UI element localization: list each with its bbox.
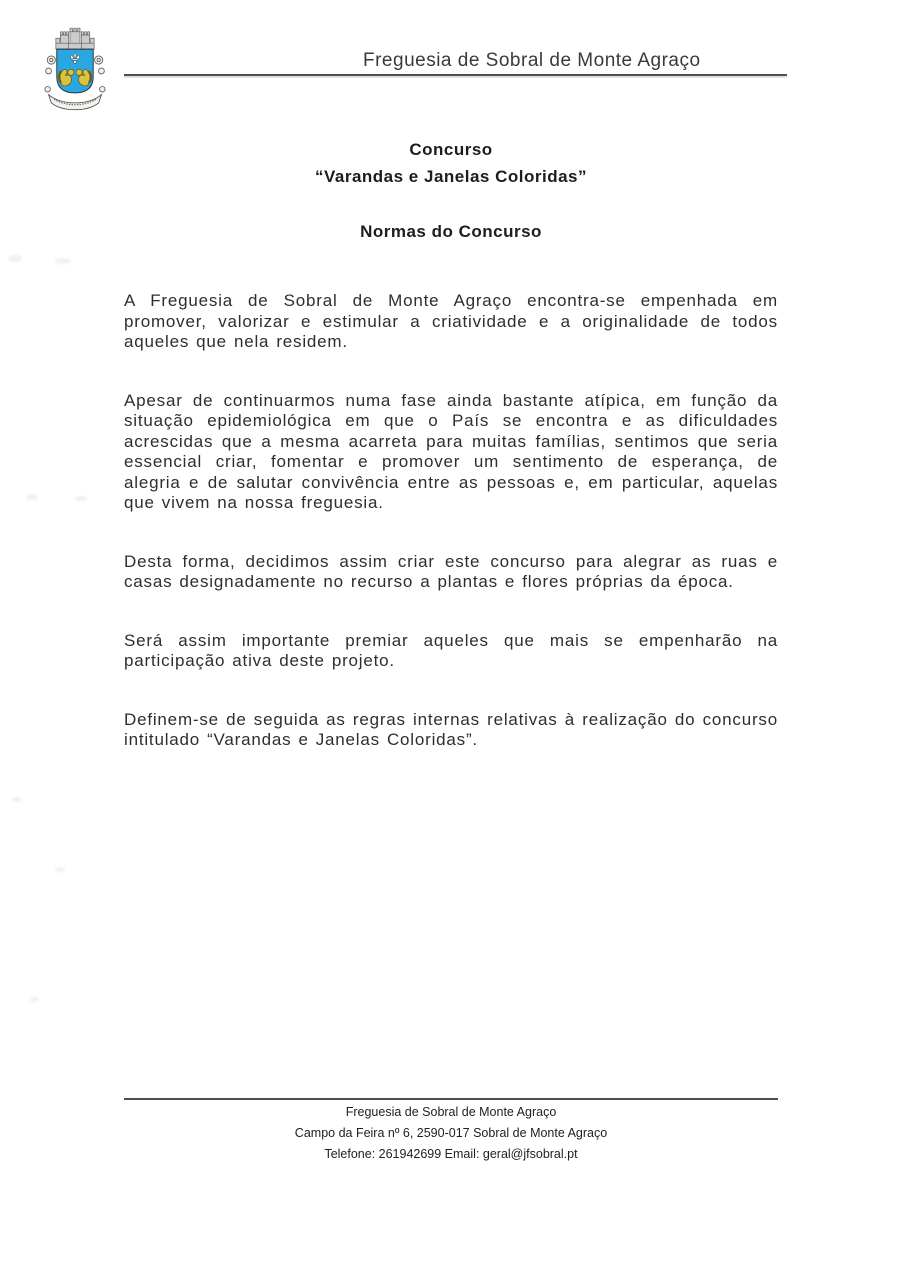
paragraph-1: A Freguesia de Sobral de Monte Agraço encontra-se empenhada em promover, valorizar e estimular a criatividade e a originalidade de todos aqueles que nela residem. [124,291,778,351]
document-body [124,140,778,789]
paragraph-3: Desta forma, decidimos assim criar este concurso para alegrar as ruas e casas designadamente no recurso a plantas e flores próprias da época. [124,551,778,591]
coat-of-arms-icon [34,25,116,117]
section-heading: Normas do Concurso [360,222,542,241]
paragraph-4: Será assim importante premiar aqueles que mais se empenharão na participação ativa deste projeto. [124,630,778,670]
scan-artifact [26,494,38,500]
paragraphs [124,291,778,751]
document-quoted-title: “Varandas e Janelas Coloridas” [314,167,587,186]
scan-artifact [55,258,71,264]
scan-artifact [55,867,65,872]
scan-artifact [75,496,87,501]
footer-rule [124,1098,778,1100]
scan-artifact [8,255,22,262]
document-title: Concurso [409,140,493,159]
footer [124,1102,778,1165]
header-org-name: Freguesia de Sobral de Monte Agraço [363,50,701,71]
scan-artifact [30,997,39,1002]
footer-address: Campo da Feira nº 6, 2590-017 Sobral de Monte Agraço [294,1126,608,1140]
paragraph-2: Apesar de continuarmos numa fase ainda bastante atípica, em função da situação epidemiológica em que o País se encontra e as dificuldades acrescidas que a mesma acarreta para muitas famílias, sentimos que seria essencial criar, fomentar e promover um sentimento de esperança, de alegria e de salutar convivência entre as pessoas e, em particular, aquelas que vivem na nossa freguesia. [124,390,778,512]
footer-org-name: Freguesia de Sobral de Monte Agraço [345,1105,557,1119]
mural-crown-icon [56,28,94,49]
paragraph-5: Definem-se de seguida as regras internas relativas à realização do concurso intitulado “Varandas e Janelas Coloridas”. [124,709,778,749]
header-rule [124,74,787,76]
footer-contact: Telefone: 261942699 Email: geral@jfsobral.pt [324,1147,578,1161]
scan-artifact [12,797,22,802]
banner-ribbon-icon [49,95,102,110]
